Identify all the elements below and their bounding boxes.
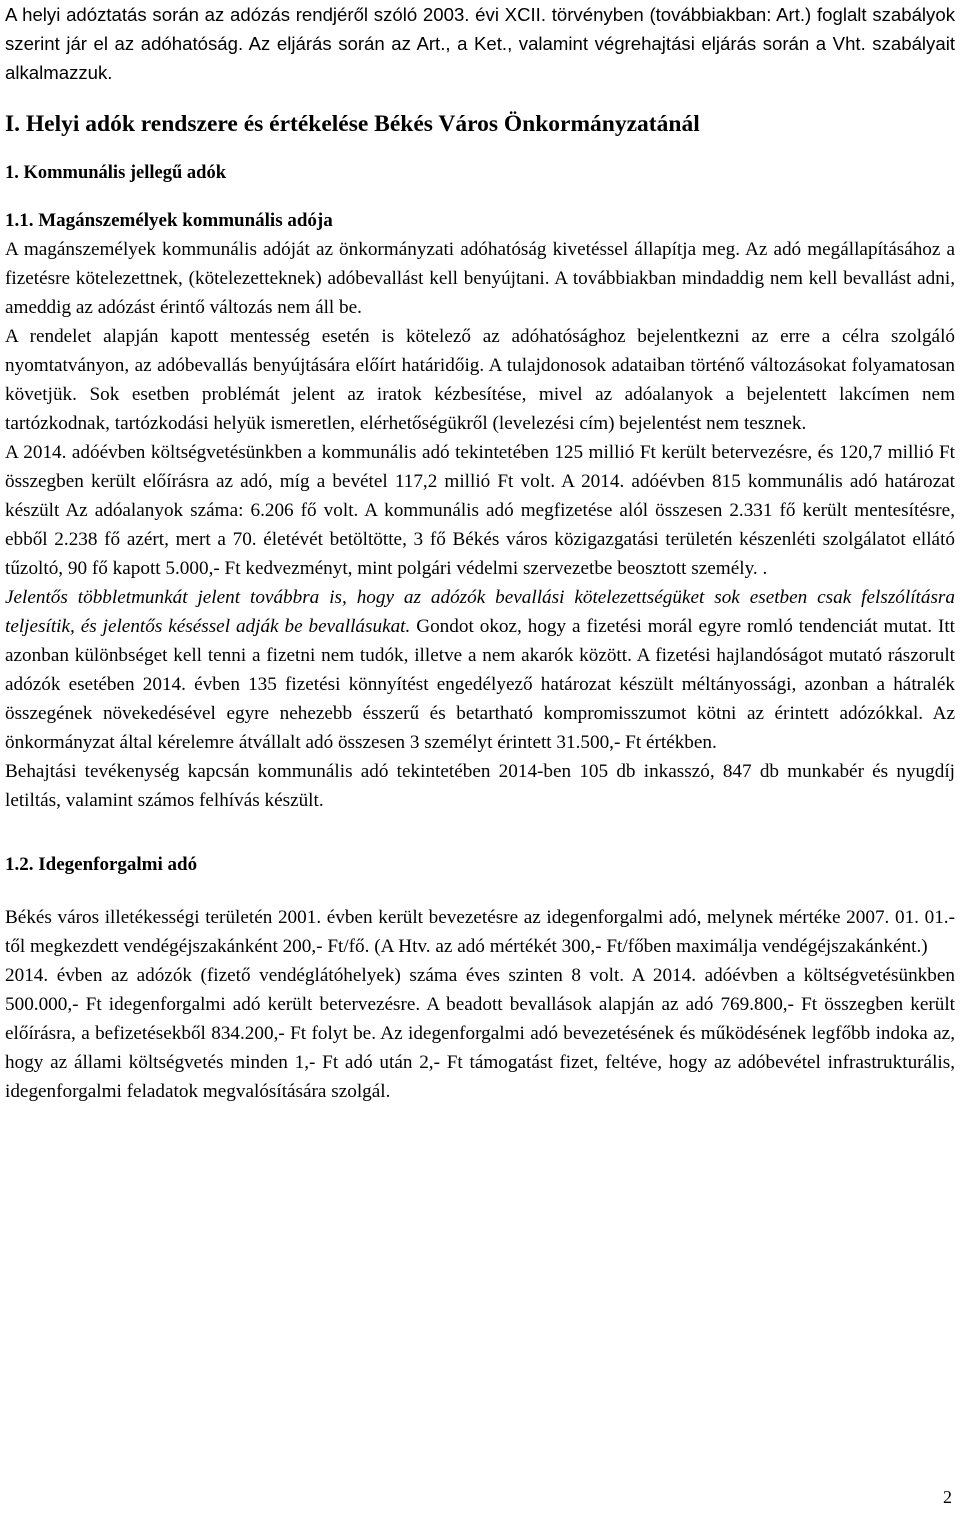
document-page [5, 0, 955, 1106]
section-heading-1-2: 1.2. Idegenforgalmi adó [5, 854, 198, 875]
section-1-1-paragraph-2: A rendelet alapján kapott mentesség esetén is kötelező az adóhatósághoz bejelentkezni az erre a célra szolgáló nyomtatványon, az adóbevallás benyújtására előírt határidőig. A tulajdonosok adataiban történő változásokat folyamatosan követjük. Sok esetben problémát jelent az iratok kézbesítése, mivel az adóalanyok a bejelentett lakcímen nem tartózkodnak, tartózkodási helyük ismeretlen, elérhetőségükről (levelezési cím) bejelentést nem tesznek. [5, 326, 955, 434]
paragraph-4-text: Gondot okoz, hogy a fizetési morál egyre romló tendenciát mutat. Itt azonban különbséget kell tenni a fizetni nem tudók, illetve a nem akarók között. A fizetési hajlandóságot mutató rászorult adózók esetében 2014. évben 135 fizetési könnyítést engedélyező határozat készült méltányossági, azonban a hátralék összegének növekedésével egyre nehezebb ésszerű és betartható kompromisszumot kötni az érintett adózókkal. Az önkormányzat által kérelemre átvállalt adó összesen 3 személyt érintett 31.500,- Ft értékben. [5, 616, 955, 753]
section-1-1-paragraph-5: Behajtási tevékenység kapcsán kommunális adó tekintetében 2014-ben 105 db inkasszó, 847 db munkabér és nyugdíj letiltás, valamint számos felhívás készült. [5, 761, 955, 811]
section-1-1-paragraph-1: A magánszemélyek kommunális adóját az önkormányzati adóhatóság kivetéssel állapítja meg. Az adó megállapításához a fizetésre kötelezettnek, (kötelezetteknek) adóbevallást kell benyújtani. A továbbiakban mindaddig nem kell bevallást adni, ameddig az adózást érintő változás nem áll be. [5, 239, 955, 318]
italic-emphasis: Jelentős többletmunkát jelent továbbra is, hogy az adózók bevallási kötelezettségüket sok esetben csak felszólításra teljesítik, és jelentős késéssel adják be bevallásukat. [5, 587, 955, 637]
intro-paragraph: A helyi adóztatás során az adózás rendjéről szóló 2003. évi XCII. törvényben (továbbiakban: Art.) foglalt szabályok szerint jár el az adóhatóság. Az eljárás során az Art., a Ket., valamint végrehajtási eljárás során a Vht. szabályait alkalmazzuk. [5, 4, 955, 83]
section-heading-1-1: 1.1. Magánszemélyek kommunális adója [5, 210, 333, 231]
page-number: 2 [943, 1487, 952, 1507]
section-1-2-paragraph-1: Békés város illetékességi területén 2001. évben került bevezetésre az idegenforgalmi adó, melynek mértéke 2007. 01. 01.-től megkezdett vendégéjszakánként 200,- Ft/fő. (A Htv. az adó mértékét 300,- Ft/főben maximálja vendégéjszakánként.) [5, 907, 955, 957]
subheading-communal-taxes: 1. Kommunális jellegű adók [5, 163, 226, 183]
section-1-2-paragraph-2: 2014. évben az adózók (fizető vendéglátóhelyek) száma éves szinten 8 volt. A 2014. adóévben a költségvetésünkben 500.000,- Ft idegenforgalmi adó került betervezésre. A beadott bevallások alapján az adó 769.800,- Ft összegben került előírásra, a befizetésekből 834.200,- Ft folyt be. Az idegenforgalmi adó bevezetésének és működésének legfőbb indoka az, hogy az állami költségvetés minden 1,- Ft adó után 2,- Ft támogatást fizet, feltéve, hogy az adóbevétel infrastrukturális, idegenforgalmi feladatok megvalósítására szolgál. [5, 965, 955, 1102]
section-1-1-paragraph-4 [5, 583, 955, 757]
main-heading: I. Helyi adók rendszere és értékelése Békés Város Önkormányzatánál [5, 111, 700, 137]
section-1-1-paragraph-3: A 2014. adóévben költségvetésünkben a kommunális adó tekintetében 125 millió Ft került betervezésre, és 120,7 millió Ft összegben került előírásra az adó, míg a bevétel 117,2 millió Ft volt. A 2014. adóévben 815 kommunális adó határozat készült Az adóalanyok száma: 6.206 fő volt. A kommunális adó megfizetése alól összesen 2.331 fő került mentesítésre, ebből 2.238 fő azért, mert a 70. életévét betöltötte, 3 fő Békés város közigazgatási területén készenléti szolgálatot ellátó tűzoltó, 90 fő kapott 5.000,- Ft kedvezményt, mint polgári védelmi szervezetbe beosztott személy. . [5, 442, 955, 579]
